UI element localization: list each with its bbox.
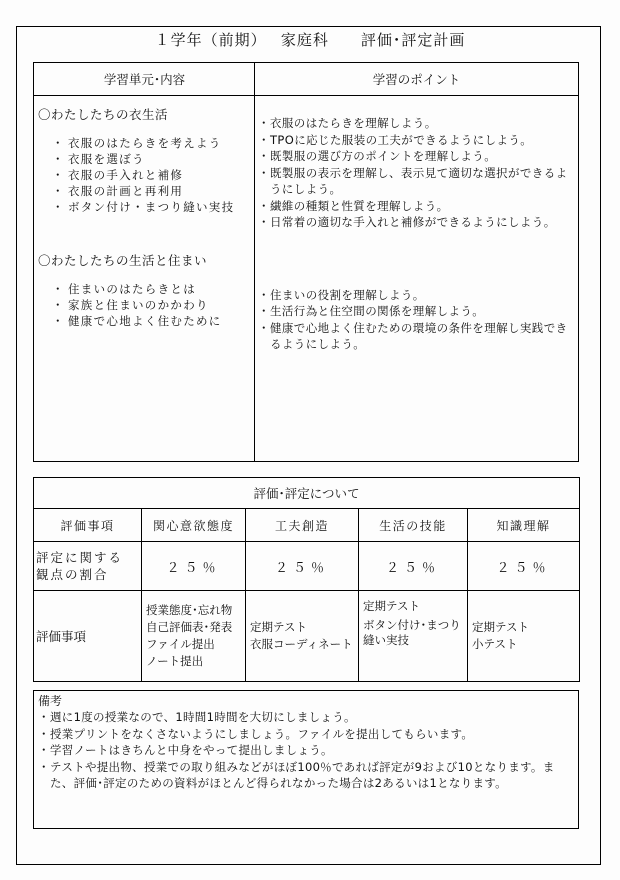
learning-point: ・ 健康で心地よく住むための環境の条件を理解し実践できるようにしよう。 bbox=[258, 320, 576, 353]
learning-point: ・ 住まいの役割を理解しよう。 bbox=[258, 287, 576, 304]
items-entry: ボタン付け･まつり bbox=[363, 618, 461, 632]
items-cell-creativity bbox=[246, 591, 359, 682]
ratio-label-line: 評定に関する bbox=[36, 550, 124, 565]
learning-point: ・ 既製服の選び方のポイントを理解しよう。 bbox=[258, 148, 576, 165]
items-entry: 小テスト bbox=[472, 637, 518, 651]
unit-item: ・ ボタン付け・まつり縫い実技 bbox=[54, 199, 252, 215]
items-entry: 授業態度･忘れ物 bbox=[146, 603, 233, 617]
note-item: ・ 学習ノートはきちんと中身をやって提出しましょう。 bbox=[38, 742, 574, 759]
unit-clothing bbox=[38, 107, 252, 215]
learning-point: ・ TPOに応じた服装の工夫ができるようにしよう。 bbox=[258, 132, 576, 149]
ratio-value: ２５％ bbox=[468, 542, 580, 591]
notes-box bbox=[33, 690, 579, 829]
unit-item-list bbox=[54, 135, 252, 215]
items-cell-interest bbox=[142, 591, 246, 682]
items-cell-skills bbox=[359, 591, 468, 682]
unit-item-list bbox=[54, 281, 252, 329]
ratio-value: ２５％ bbox=[359, 542, 468, 591]
ratio-value: ２５％ bbox=[142, 542, 246, 591]
column-header: 工夫創造 bbox=[246, 509, 359, 542]
unit-item: ・ 家族と住まいのかかわり bbox=[54, 297, 252, 313]
points-column bbox=[258, 115, 576, 353]
unit-title: 〇わたしたちの生活と住まい bbox=[38, 253, 208, 268]
items-entry: 定期テスト bbox=[250, 620, 308, 634]
learning-point: ・ 繊維の種類と性質を理解しよう。 bbox=[258, 198, 576, 215]
column-header: 知識理解 bbox=[468, 509, 580, 542]
items-entry: 定期テスト bbox=[363, 599, 421, 613]
items-entry: 定期テスト bbox=[472, 620, 530, 634]
points-list-clothing bbox=[258, 115, 576, 231]
items-row-label: 評価事項 bbox=[34, 591, 142, 682]
units-column bbox=[38, 107, 252, 329]
evaluation-table bbox=[33, 477, 580, 682]
column-header: 関心意欲態度 bbox=[142, 509, 246, 542]
unit-title: 〇わたしたちの衣生活 bbox=[38, 107, 169, 122]
unit-item: ・ 衣服のはたらきを考えよう bbox=[54, 135, 252, 151]
items-entry: 縫い実技 bbox=[363, 633, 409, 647]
unit-item: ・ 衣服を選ぼう bbox=[54, 151, 252, 167]
learning-plan-table bbox=[33, 62, 579, 462]
ratio-label-line: 観点の割合 bbox=[36, 567, 109, 582]
column-divider bbox=[254, 63, 255, 461]
header-learning-points: 学習のポイント bbox=[255, 63, 578, 96]
learning-point: ・ 既製服の表示を理解し、表示見て適切な選択ができるようにしよう。 bbox=[258, 165, 576, 198]
learning-point: ・ 生活行為と住空間の関係を理解しよう。 bbox=[258, 303, 576, 320]
items-entry: 衣服コーディネート bbox=[250, 637, 353, 651]
unit-item: ・ 衣服の計画と再利用 bbox=[54, 183, 252, 199]
unit-item: ・ 住まいのはたらきとは bbox=[54, 281, 252, 297]
document-title: １学年（前期） 家庭科 評価･評定計画 bbox=[154, 31, 466, 49]
items-cell-knowledge bbox=[468, 591, 580, 682]
ratio-value: ２５％ bbox=[246, 542, 359, 591]
items-entry: 自己評価表･発表 bbox=[146, 620, 233, 634]
column-header: 生活の技能 bbox=[359, 509, 468, 542]
evaluation-caption: 評価･評定について bbox=[34, 478, 580, 509]
unit-housing bbox=[38, 253, 252, 329]
unit-item: ・ 健康で心地よく住むために bbox=[54, 313, 252, 329]
items-entry: ファイル提出 bbox=[146, 637, 215, 651]
header-unit-content: 学習単元･内容 bbox=[34, 63, 255, 96]
learning-point: ・ 日常着の適切な手入れと補修ができるようにしよう。 bbox=[258, 214, 576, 231]
unit-item: ・ 衣服の手入れと補修 bbox=[54, 167, 252, 183]
note-item: ・ 授業プリントをなくさないようにしましょう。ファイルを提出してもらいます。 bbox=[38, 726, 574, 743]
learning-point: ・ 衣服のはたらきを理解しよう。 bbox=[258, 115, 576, 132]
ratio-row-label bbox=[34, 542, 142, 591]
notes-list bbox=[38, 709, 574, 792]
notes-title: 備考 bbox=[38, 694, 63, 708]
items-entry: ノート提出 bbox=[146, 654, 204, 668]
points-list-housing bbox=[258, 287, 576, 353]
note-item: ・ テストや提出物、授業での取り組みなどがほぼ100％であれば評定が9および10となります。また、評価･評定のための資料がほとんど得られなかった場合は2あるいは1となります。 bbox=[38, 759, 574, 792]
note-item: ・ 週に1度の授業なので、1時間1時間を大切にしましょう。 bbox=[38, 709, 574, 726]
row-header-label: 評価事項 bbox=[34, 509, 142, 542]
